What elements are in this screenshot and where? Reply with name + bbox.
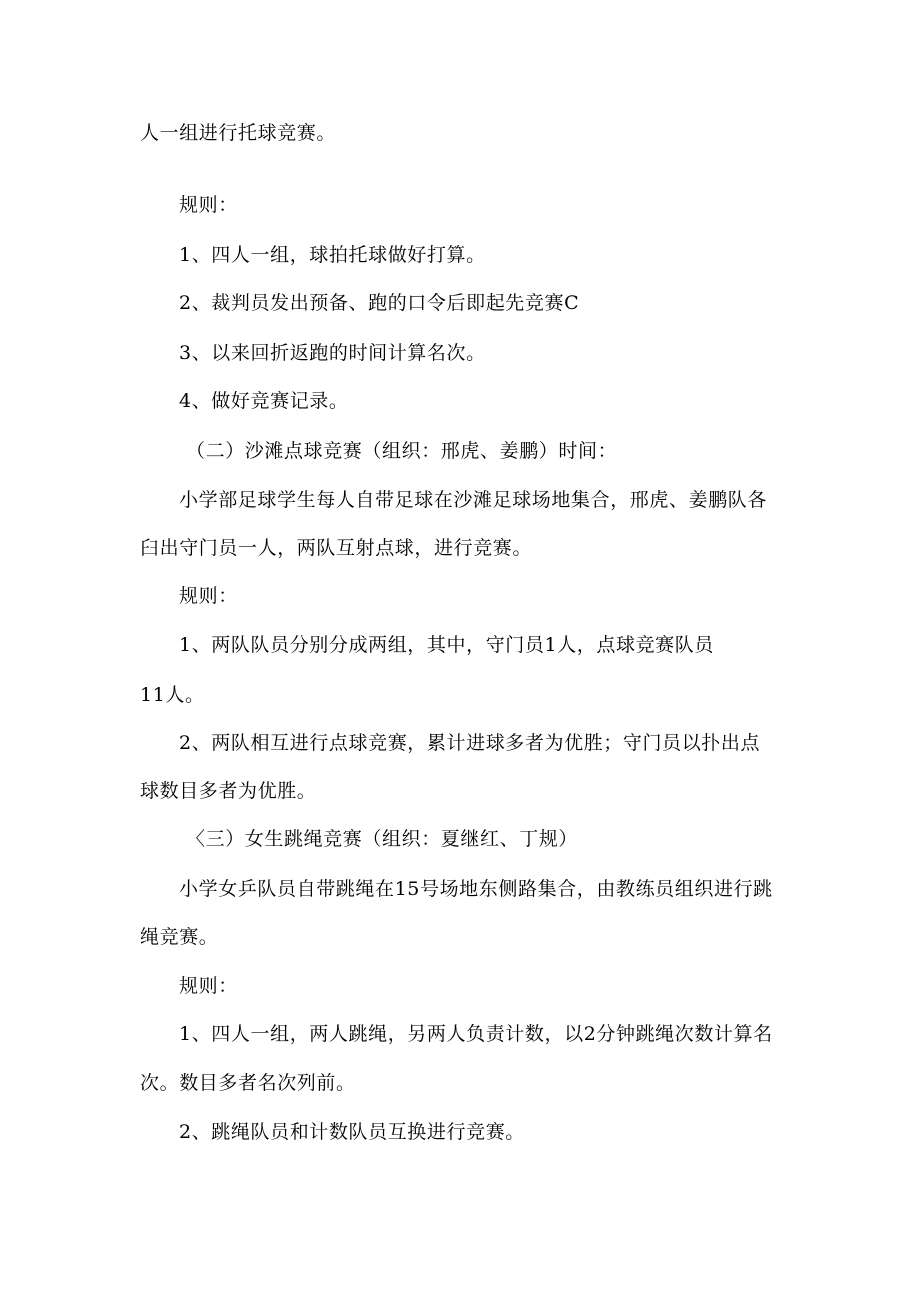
- rule-item-continuation: 次。数目多者名次列前。: [140, 1072, 356, 1094]
- rule-item: 3、以来回折返跑的时间计算名次。: [179, 342, 486, 364]
- paragraph-line: 小学女乒队员自带跳绳在15号场地东侧路集合，由教练员组织进行跳: [179, 878, 773, 900]
- rules-heading: 规则：: [179, 194, 238, 216]
- rule-item: 2、两队相互进行点球竞赛，累计进球多者为优胜；守门员以扑出点: [179, 732, 761, 754]
- paragraph-continuation-line: 人一组进行托球竞赛。: [140, 122, 337, 144]
- rule-item: 1、四人一组，两人跳绳，另两人负责计数，以2分钟跳绳次数计算名: [179, 1023, 773, 1045]
- section-heading: （二）沙滩点球竞赛（组织：邢虎、姜鹏）时间：: [186, 440, 618, 462]
- rule-item: 1、两队队员分别分成两组，其中，守门员1人，点球竞赛队员: [179, 634, 714, 656]
- rule-item: 2、跳绳队员和计数队员互换进行竞赛。: [179, 1121, 525, 1143]
- rule-item-continuation: 11人。: [140, 684, 205, 706]
- rule-item: 4、做好竞赛记录。: [179, 390, 349, 412]
- rules-heading: 规则：: [179, 975, 238, 997]
- paragraph-line: 小学部足球学生每人自带足球在沙滩足球场地集合，邢虎、姜鹏队各: [179, 489, 768, 511]
- paragraph-line: 绳竞赛。: [140, 926, 219, 948]
- rules-heading: 规则：: [179, 585, 238, 607]
- paragraph-line: 臼出守门员一人，两队互射点球，进行竞赛。: [140, 537, 533, 559]
- rule-item-continuation: 球数目多者为优胜。: [140, 780, 317, 802]
- section-heading: 〈三）女生跳绳竞赛（组织：夏继红、丁规）: [186, 828, 579, 850]
- rule-item: 2、裁判员发出预备、跑的口令后即起先竞赛C: [179, 292, 580, 314]
- rule-item: 1、四人一组，球拍托球做好打算。: [179, 244, 486, 266]
